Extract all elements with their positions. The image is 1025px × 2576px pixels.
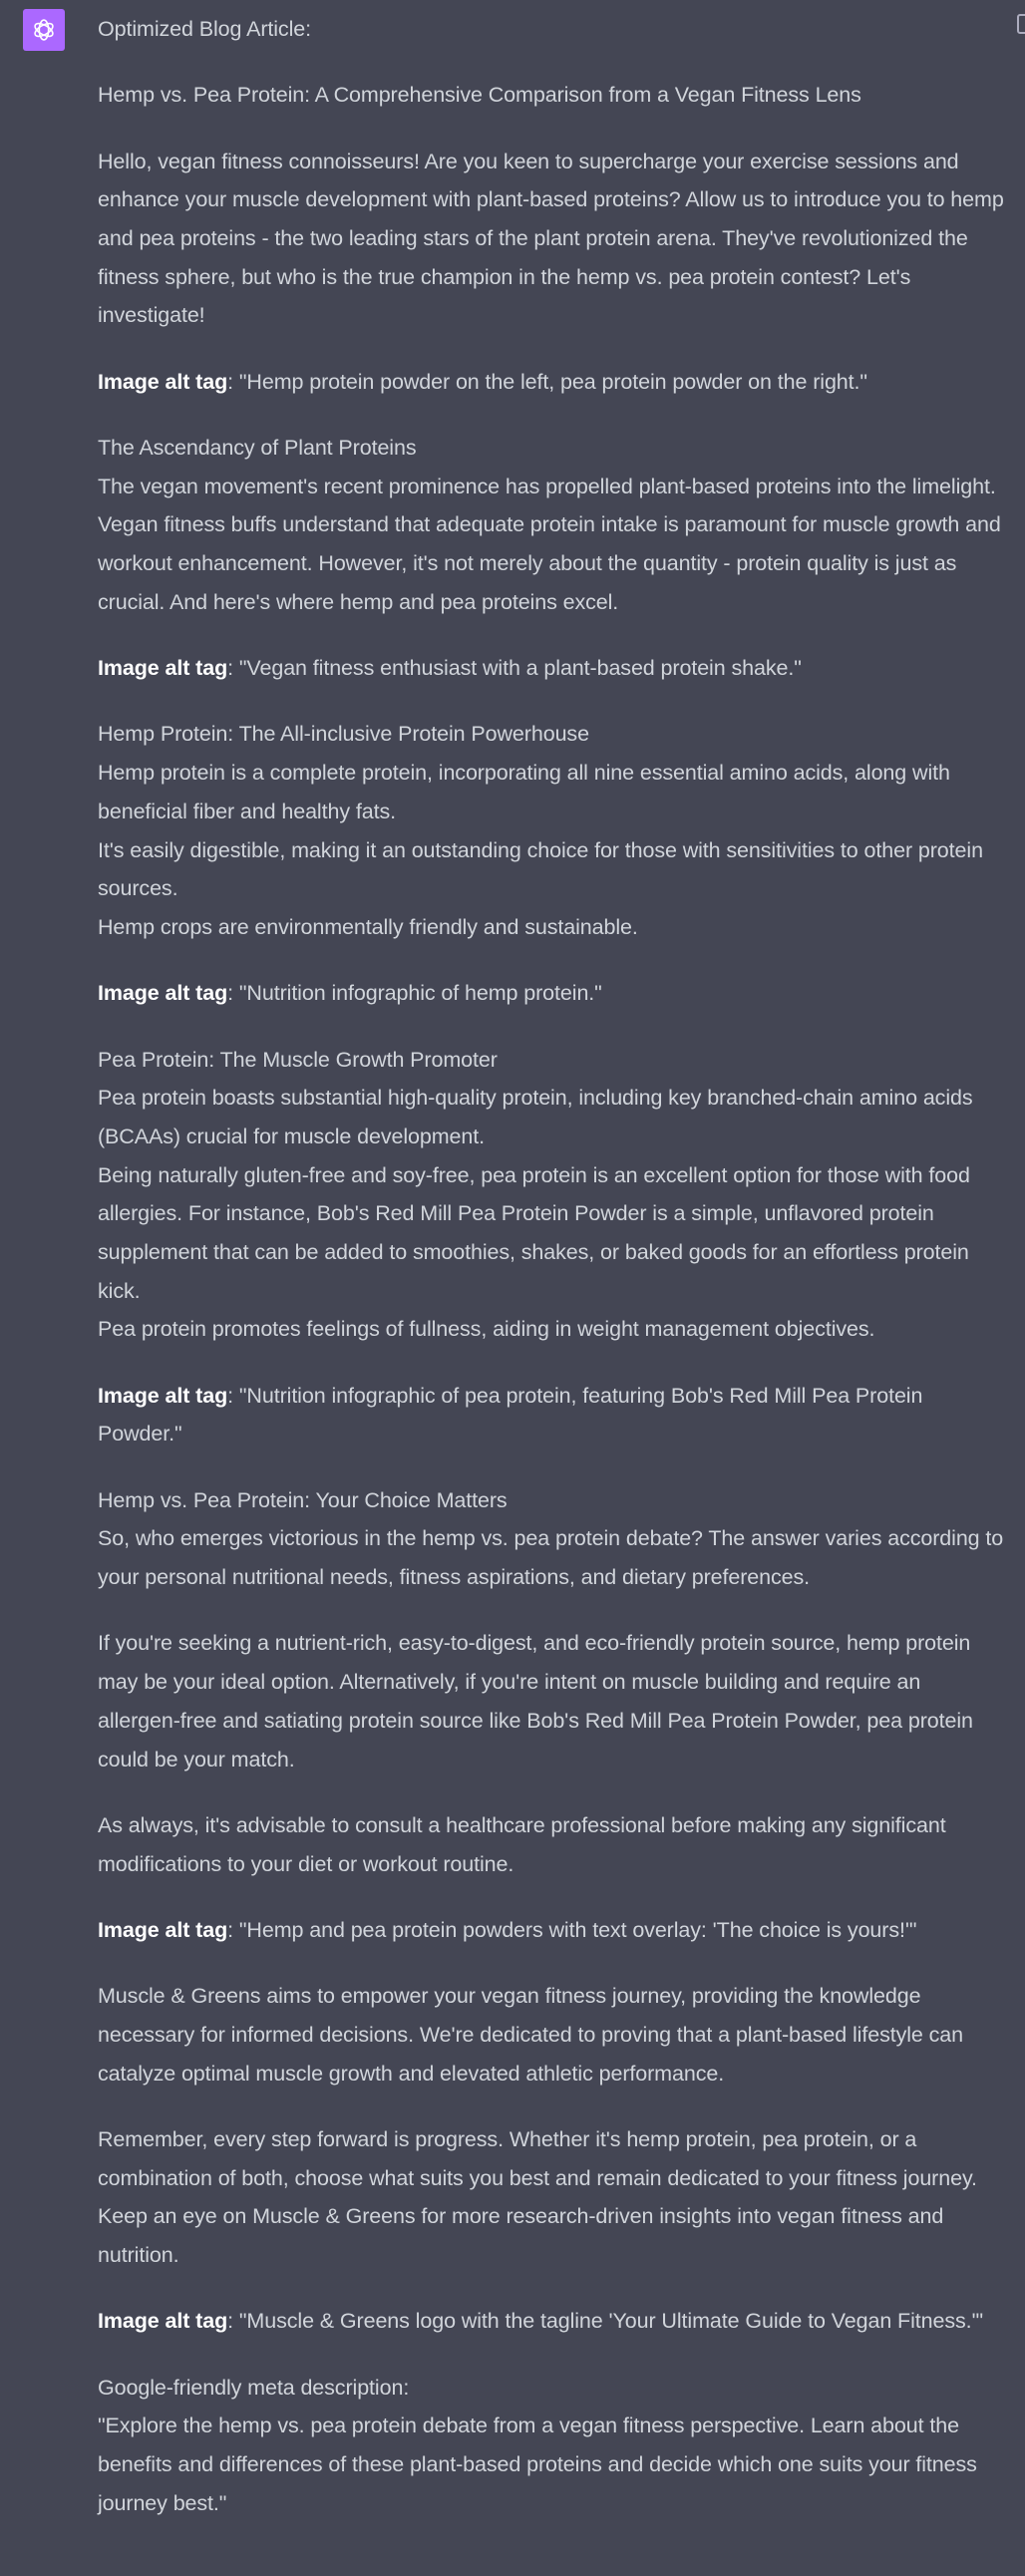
closing-paragraph: Muscle & Greens aims to empower your vegan fitness journey, providing the knowledge necessary for informed decisions. We're dedicated to proving that a plant-based lifestyle can catalyze optimal muscle growth and elevated athletic performance. [98, 1984, 964, 2086]
assistant-message [98, 10, 1007, 2550]
section-heading: Hemp vs. Pea Protein: Your Choice Matters [98, 1487, 508, 1512]
alt-tag-3: Image alt tag: "Nutrition infographic of hemp protein." [98, 981, 602, 1006]
assistant-avatar [23, 9, 65, 51]
meta-description-text: "Explore the hemp vs. pea protein debate from a vegan fitness perspective. Learn about the benefits and differences of these plant-based proteins and decide which one suits your fitness journey best." [98, 2414, 977, 2515]
alt-tag-label: Image alt tag [98, 656, 228, 681]
intro-paragraph: Hello, vegan fitness connoisseurs! Are you keen to supercharge your exercise sessions and enhance your muscle development with plant-based proteins? Allow us to introduce you to hemp and pea proteins - the two leading stars of the plant protein arena. They've revolutionized the fitness sphere, but who is the true champion in the hemp vs. pea protein contest? Let's investigate! [98, 149, 1004, 328]
section-heading: Pea Protein: The Muscle Growth Promoter [98, 1047, 498, 1072]
intro-label: Optimized Blog Article: [98, 17, 311, 41]
section-paragraph: If you're seeking a nutrient-rich, easy-to-digest, and eco-friendly protein source, hemp protein may be your ideal option. Alternatively, if you're intent on muscle building and require an allergen-free and satiating protein source like Bob's Red Mill Pea Protein Powder, pea protein could be your match. [98, 1631, 973, 1771]
meta-description-label: Google-friendly meta description: [98, 2375, 410, 2400]
section-line: Being naturally gluten-free and soy-free, pea protein is an excellent option for those with food allergies. For instance, Bob's Red Mill Pea Protein Powder is a simple, unflavored protein supplement that can be added to smoothies, shakes, or baked goods for an effortless protein kick. [98, 1162, 970, 1303]
alt-tag-1: Image alt tag: "Hemp protein powder on the left, pea protein powder on the right." [98, 369, 867, 394]
openai-logo-icon [30, 16, 58, 44]
alt-tag-label: Image alt tag [98, 1383, 228, 1408]
alt-tag-5: Image alt tag: "Hemp and pea protein powders with text overlay: 'The choice is yours!'" [98, 1917, 917, 1942]
section-paragraph: As always, it's advisable to consult a healthcare professional before making any significant modifications to your diet or workout routine. [98, 1812, 946, 1876]
alt-tag-label: Image alt tag [98, 981, 228, 1006]
section-line: Hemp crops are environmentally friendly and sustainable. [98, 914, 638, 939]
alt-tag-2: Image alt tag: "Vegan fitness enthusiast with a plant-based protein shake." [98, 656, 802, 681]
section-line: Pea protein boasts substantial high-quality protein, including key branched-chain amino acids (BCAAs) crucial for muscle development. [98, 1086, 973, 1148]
section-heading: Hemp Protein: The All-inclusive Protein Powerhouse [98, 722, 589, 747]
alt-tag-label: Image alt tag [98, 2309, 228, 2334]
article-title: Hemp vs. Pea Protein: A Comprehensive Comparison from a Vegan Fitness Lens [98, 83, 861, 108]
section-body: So, who emerges victorious in the hemp vs. pea protein debate? The answer varies according to your personal nutritional needs, fitness aspirations, and dietary preferences. [98, 1526, 1004, 1590]
clipboard-icon[interactable] [1017, 14, 1025, 34]
section-line: Hemp protein is a complete protein, incorporating all nine essential amino acids, along with beneficial fiber and healthy fats. [98, 761, 950, 823]
alt-tag-6: Image alt tag: "Muscle & Greens logo with the tagline 'Your Ultimate Guide to Vegan Fitness.'" [98, 2309, 984, 2334]
section-body: The vegan movement's recent prominence has propelled plant-based proteins into the limelight. Vegan fitness buffs understand that adequate protein intake is paramount for muscle growth and workout enhancement. However, it's not merely about the quantity - protein quality is just as crucial. And here's where hemp and pea proteins excel. [98, 474, 1001, 614]
alt-tag-4: Image alt tag: "Nutrition infographic of pea protein, featuring Bob's Red Mill Pea Protein Powder." [98, 1383, 923, 1447]
section-line: Pea protein promotes feelings of fullness, aiding in weight management objectives. [98, 1317, 875, 1342]
section-line: It's easily digestible, making it an outstanding choice for those with sensitivities to other protein sources. [98, 837, 983, 901]
alt-tag-label: Image alt tag [98, 1917, 228, 1942]
closing-paragraph: Remember, every step forward is progress. Whether it's hemp protein, pea protein, or a combination of both, choose what suits you best and remain dedicated to your fitness journey. Keep an eye on Muscle & Greens for more research-driven insights into vegan fitness and nutrition. [98, 2126, 977, 2267]
alt-tag-label: Image alt tag [98, 369, 228, 394]
section-heading: The Ascendancy of Plant Proteins [98, 436, 417, 460]
